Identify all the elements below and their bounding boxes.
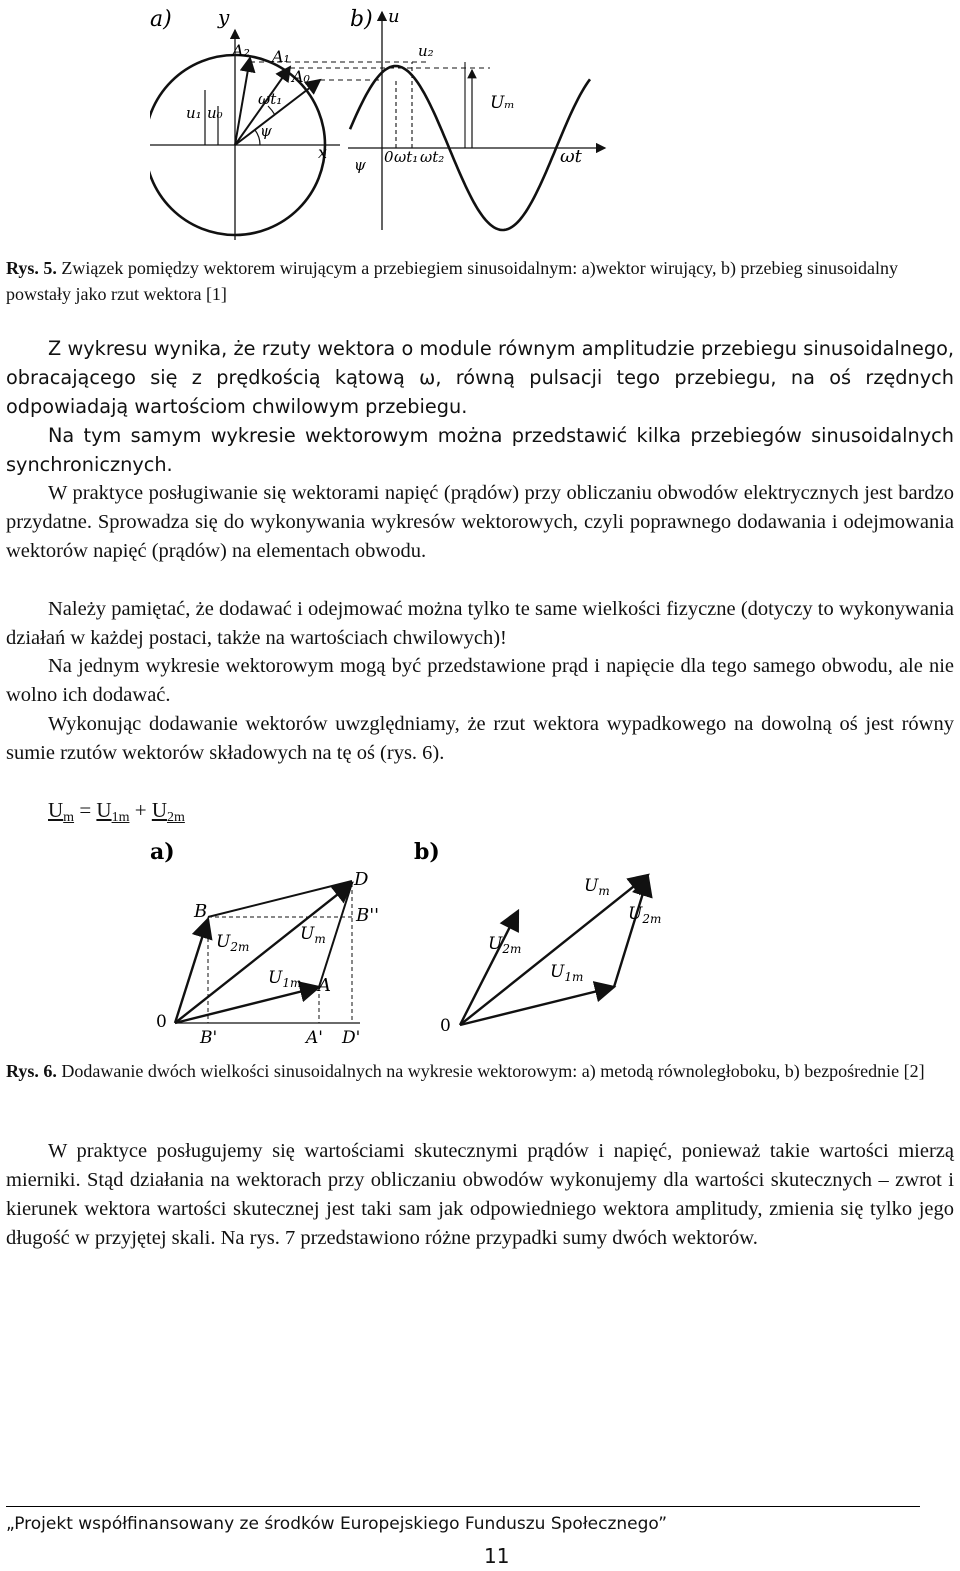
footer-rule xyxy=(6,1506,920,1507)
paragraph-2: Na tym samym wykresie wektorowym można przedstawić kilka przebiegów sinusoidalnych synchronicznych. xyxy=(6,424,954,476)
fig6-label-zero-b: 0 xyxy=(440,1016,451,1036)
fig6-label-B: B xyxy=(194,901,208,922)
fig5-label-psi2: ψ xyxy=(354,156,366,174)
fig5-label-u: u xyxy=(388,6,400,27)
fig6-label-U1m: $U_{1m}$ xyxy=(268,968,302,990)
paragraph-1: Z wykresu wynika, że rzuty wektora o module równym amplitudzie przebiegu sinusoidalnego, obracającego się z prędkością kątową ω, równą pulsacji tego przebiegu, na oś rzędnych odpowiadają wartościom chwilowym przebiegu. xyxy=(6,337,954,418)
fig5-label-u1: u₁ xyxy=(186,104,202,122)
fig6-label-a: a) xyxy=(150,839,175,865)
fig5-label-x: x xyxy=(318,143,328,162)
fig6-label-D: D xyxy=(354,869,369,890)
fig6-b-label-Um: $U_m$ xyxy=(584,876,610,898)
fig5-label-wt1b: ωt₁ xyxy=(394,148,419,166)
fig5-label-y: y xyxy=(218,5,230,29)
fig6-label-Dp: D' xyxy=(342,1028,361,1047)
fig6-b-label-U2m-left: $U_{2m}$ xyxy=(488,934,522,956)
fig5-label-wt2: ωt₂ xyxy=(420,148,445,166)
fig6-b-label-U1m: $U_{1m}$ xyxy=(550,962,584,984)
fig5-label-Um: Uₘ xyxy=(490,93,515,113)
paragraph-4: Należy pamiętać, że dodawać i odejmować można tylko te same wielkości fizyczne (dotyczy to wykonywania działań w każdej postaci, także na wartościach chwilowych)! xyxy=(6,598,954,649)
figure-6-caption-text: Dodawanie dwóch wielkości sinusoidalnych na wykresie wektorowym: a) metodą równoległoboku, b) bezpośrednie [2] xyxy=(56,1061,925,1081)
fig6-label-Um: $U_m$ xyxy=(300,924,326,946)
page-number: 11 xyxy=(484,1544,510,1568)
fig5-label-psi: ψ xyxy=(260,122,272,140)
footer-text: „Projekt współfinansowany ze środków Europejskiego Funduszu Społecznego” xyxy=(6,1514,668,1534)
paragraph-3: W praktyce posługiwanie się wektorami napięć (prądów) przy obliczaniu obwodów elektrycznych jest bardzo przydatne. Sprowadza się do wykonywania wykresów wektorowych, czyli poprawnego dodawania i odejmowania wektorów napięć (prądów) na elementach obwodu. xyxy=(6,482,954,562)
vector-sum-formula: $U_m = U_{1m} + U_{2m}$ xyxy=(48,798,185,825)
fig6-label-Ap: A' xyxy=(306,1028,323,1047)
fig5-label-b: b) xyxy=(350,7,373,32)
fig5-label-A0: A₀ xyxy=(292,67,310,86)
figure-5-caption-text: Związek pomiędzy wektorem wirującym a przebiegiem sinusoidalnym: a)wektor wirujący, b) przebieg sinusoidalny powstały jako rzut wektora [1] xyxy=(6,258,898,304)
figure-6-caption-prefix: Rys. 6. xyxy=(6,1061,57,1081)
fig6-b-label-U2m-right: $U_{2m}$ xyxy=(628,904,662,926)
fig5-label-u2: u₂ xyxy=(418,42,434,60)
figure-5-diagram xyxy=(150,0,610,245)
fig6-label-b: b) xyxy=(414,839,440,865)
figure-5-caption xyxy=(6,255,954,307)
fig5-label-A2: A₂ xyxy=(232,41,250,60)
fig5-label-A1: A₁ xyxy=(272,47,290,66)
fig6-label-zero-a: 0 xyxy=(156,1012,167,1032)
fig5-label-a: a) xyxy=(150,7,172,32)
figure-5-caption-prefix: Rys. 5. xyxy=(6,258,57,278)
vector-A2 xyxy=(235,58,250,145)
paragraph-5: Na jednym wykresie wektorowym mogą być przedstawione prąd i napięcie dla tego samego obwodu, ale nie wolno ich dodawać. xyxy=(6,655,954,706)
fig5-label-wt: ωt xyxy=(560,146,582,167)
paragraph-6: Wykonując dodawanie wektorów uwzględniamy, że rzut wektora wypadkowego na dowolną oś jest równy sumie rzutów wektorów składowych na tę oś (rys. 6). xyxy=(6,713,954,764)
fig6-label-A: A xyxy=(318,975,331,996)
fig5-label-wt1: ωt₁ xyxy=(258,90,283,108)
figure-6-caption xyxy=(6,1058,954,1084)
figure-6-diagram xyxy=(120,835,690,1047)
fig6-label-U2m: $U_{2m}$ xyxy=(216,932,250,954)
fig6-label-B2: B'' xyxy=(356,905,380,926)
fig5-label-u0: u₀ xyxy=(207,104,223,122)
paragraph-7: W praktyce posługujemy się wartościami skutecznymi prądów i napięć, ponieważ takie wartości mierzą mierniki. Stąd działania na wektorach przy obliczaniu obwodów wykonujemy dla wartości skutecznych – zwrot i kierunek wektora wartości skutecznej jest taki sam jak odpowiedniego wektora amplitudy, zmienia się tylko jego długość w przyjętej skali. Na rys. 7 przedstawiono różne przypadki sumy dwóch wektorów. xyxy=(6,1140,954,1249)
fig6-label-Bp: B' xyxy=(200,1028,218,1047)
fig5-label-zero: 0 xyxy=(384,148,394,166)
